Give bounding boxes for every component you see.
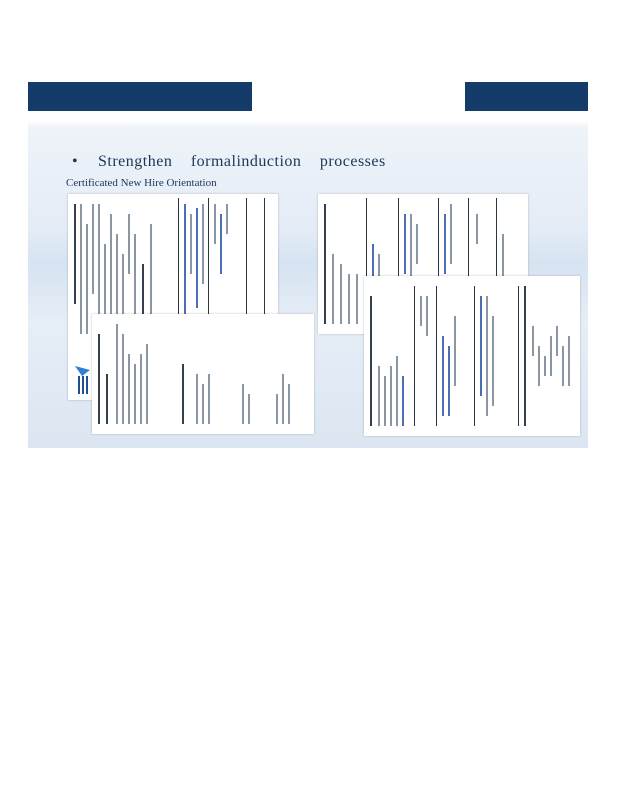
- title-banner-left: [28, 82, 252, 111]
- document-thumbnail-center: [92, 314, 314, 434]
- title-banner-right: [465, 82, 588, 111]
- school-logo-icon: [72, 360, 94, 396]
- slide-heading: Strengthen formalinduction processes: [98, 153, 386, 170]
- bullet-icon: •: [72, 153, 78, 170]
- document-thumbnail-bottom-right: [364, 276, 580, 436]
- slide-frame: [28, 28, 588, 448]
- bullet-point: [72, 151, 398, 173]
- slide-subheading: Certificated New Hire Orientation: [66, 177, 217, 189]
